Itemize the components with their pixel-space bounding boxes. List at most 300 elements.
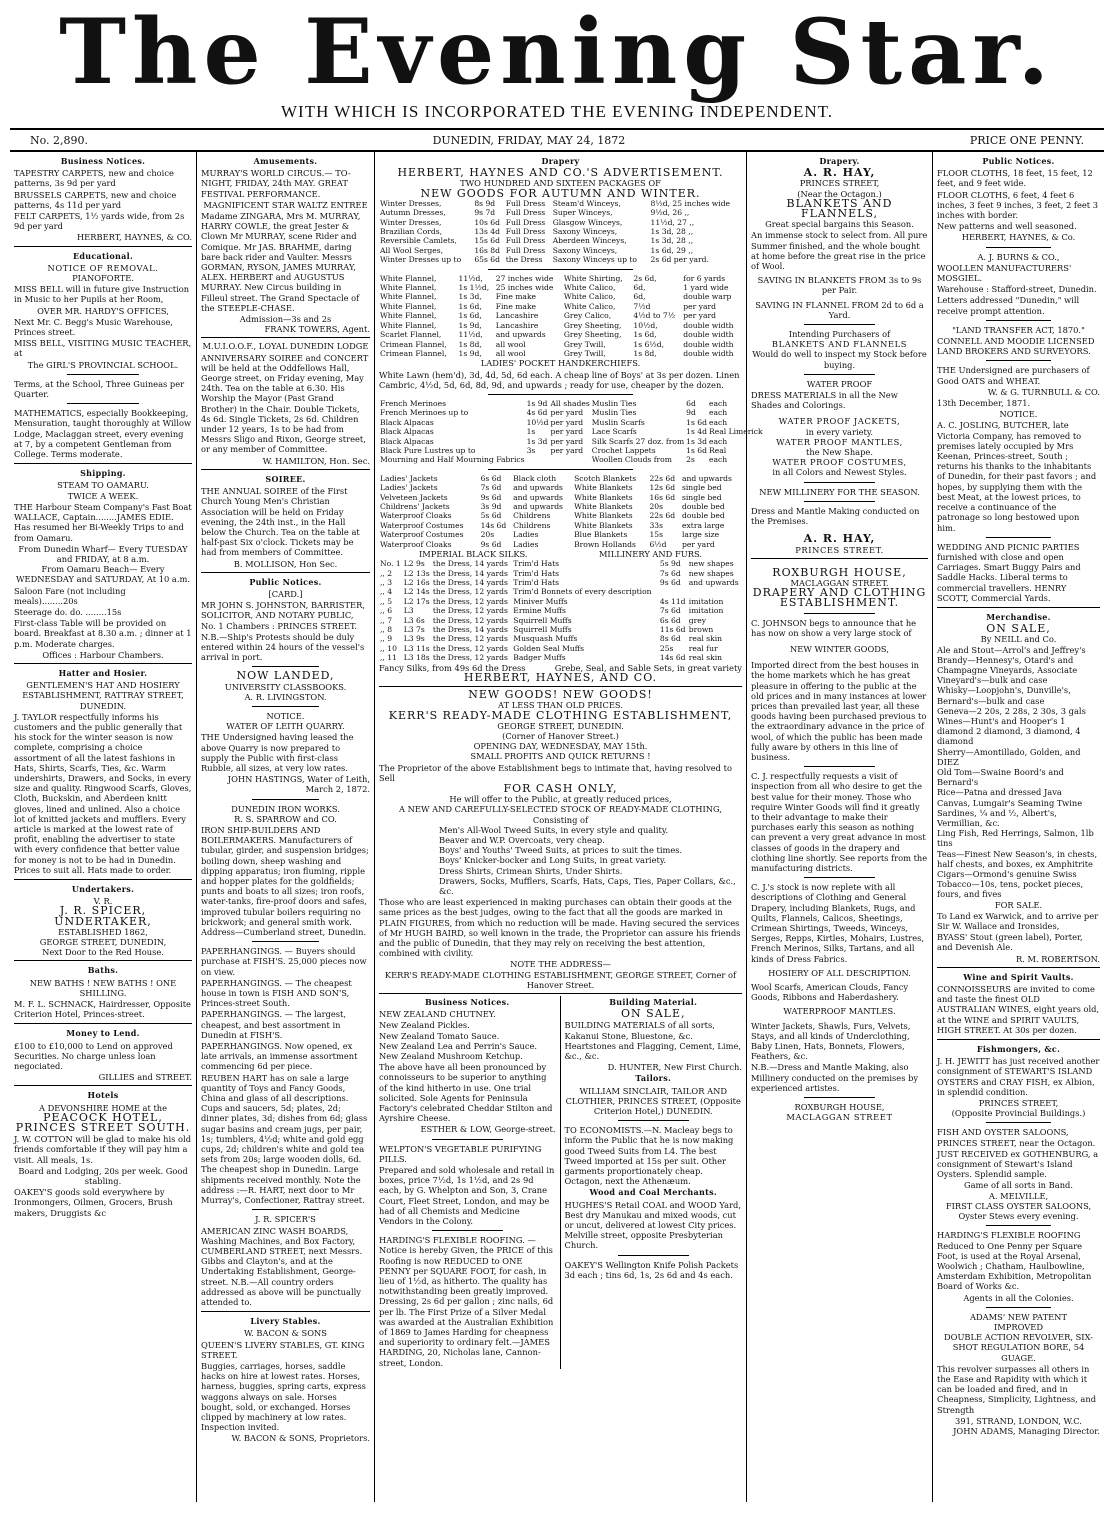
table-cell: French Merinoes bbox=[380, 398, 447, 408]
ad-heading: NEW GOODS FOR AUTUMN AND WINTER. bbox=[420, 186, 701, 200]
section-heading: Amusements. bbox=[253, 156, 318, 166]
ad-text: Fancy Silks, from 49s 6d the Dress bbox=[379, 662, 526, 673]
divider bbox=[618, 1255, 689, 1256]
ad-text: This revolver surpasses all others in the Ease and Rapidity with which it can be loaded and fired, and in Cheapness, Simplicity, Lightness, and Strength bbox=[937, 1363, 1097, 1415]
table-cell: Grey Sheeting, bbox=[563, 330, 622, 340]
table-row bbox=[379, 302, 742, 311]
table-cell: Reversible Camlets, bbox=[380, 236, 457, 246]
ad-text: The above have all been pronounced by connoisseurs to be superior to anything of the kind hitherto in use. One trial solicited. Sole Agents for Peninsula Factory's celebrated Cheddar Stilton and Ayrshire Cheese. bbox=[379, 1062, 553, 1124]
table-cell: ,, 7 bbox=[380, 615, 393, 625]
clothing-list bbox=[439, 825, 742, 896]
table-row bbox=[379, 427, 764, 436]
lower-subcolumns bbox=[379, 996, 742, 1369]
table-cell: 33s bbox=[649, 520, 664, 530]
table-cell: per yard bbox=[550, 427, 584, 437]
hotels bbox=[14, 1088, 192, 1221]
ad-text: MACLAGGAN STREET. bbox=[790, 577, 889, 588]
list-item: Drawers, Socks, Mufflers, Scarfs, Hats, Caps, Ties, Paper Collars, &c., &c. bbox=[439, 875, 736, 896]
table-cell: Grey Calico, bbox=[563, 311, 612, 321]
table-cell: Miniver Muffs bbox=[513, 596, 568, 606]
table-cell: White Calico, bbox=[563, 292, 616, 302]
list-item: Sardines, ¼ and ½, Albert's, Vermillian, &c. bbox=[937, 807, 1057, 828]
table-cell: L2 14s bbox=[403, 587, 430, 597]
section-heading: Shipping. bbox=[80, 468, 126, 479]
divider bbox=[986, 537, 1051, 538]
table-cell: per yard bbox=[550, 417, 584, 427]
list-item: Old Tom—Swaine Boord's and Bernard's bbox=[937, 766, 1064, 788]
ad-text: Buggies, carriages, horses, saddle hacks on hire at lowest rates. Horses, harness, buggies, spring carts, express waggons always on sale. Horses bought, sold, or exchanged. Horses clipped by machinery at low rates. Inspection invited. bbox=[201, 1360, 366, 1433]
ad-heading: NOTICE. bbox=[266, 710, 305, 721]
table-row bbox=[379, 255, 742, 264]
table-cell: 14s 6d bbox=[659, 653, 686, 663]
ad-heading: FISH AND OYSTER SALOONS, PRINCES STREET, near the Octagon. bbox=[937, 1127, 1096, 1148]
table-row bbox=[379, 559, 742, 568]
table-row bbox=[379, 569, 742, 578]
list-item: Ale and Stout—Arrol's and Jeffrey's bbox=[937, 644, 1086, 655]
divider bbox=[804, 766, 875, 767]
ad-text: Agents in all the Colonies. bbox=[963, 1292, 1074, 1303]
table-cell: Waterproof Cloaks bbox=[380, 539, 452, 549]
table-cell: imitation bbox=[688, 596, 724, 606]
table-row bbox=[379, 399, 764, 408]
table-cell: all wool bbox=[495, 339, 526, 349]
ad-text: MACLAGGAN STREET bbox=[786, 1112, 893, 1123]
table-cell: Trim'd Hats bbox=[513, 568, 560, 578]
table-cell: ,, 5 bbox=[380, 596, 393, 606]
ad-signature: JOHN ADAMS, Managing Director. bbox=[953, 1425, 1100, 1436]
ad-text: JUST RECEIVED ex GOTHENBURG, a consignment of Stewart's Island Oysters. Splendid sample. bbox=[937, 1148, 1099, 1180]
table-cell: Squirrell Muffs bbox=[513, 615, 572, 625]
public-notices-5 bbox=[937, 154, 1100, 608]
amusements bbox=[201, 154, 370, 338]
table-cell: single bed bbox=[681, 492, 722, 502]
table-row bbox=[379, 530, 742, 539]
list-item: Whisky—Loopjohn's, Dunville's, Bernard's—bulk and case bbox=[937, 685, 1071, 706]
fare-line: Steerage do. do. ........15s bbox=[14, 606, 122, 617]
table-cell: Waterproof Costumes bbox=[380, 530, 464, 540]
ad-text: in all Colors and Newest Styles. bbox=[772, 467, 907, 478]
ad-text: MISS BELL will in future give Instruction in Music to her Pupils at her Room, bbox=[14, 284, 190, 305]
table-cell: 1s 6d, bbox=[458, 311, 482, 321]
ad-text: N.B.—Ship's Protests should be duly entered within 24 hours of the vessel's arrival in port. bbox=[201, 631, 365, 663]
ad-text: ESTABLISHED 1862, bbox=[58, 926, 148, 937]
divider bbox=[804, 324, 875, 325]
ad-text: The GIRL'S PROVINCIAL SCHOOL. bbox=[27, 359, 179, 370]
herbert-haynes-ad bbox=[379, 154, 763, 687]
ad-text: DRESS MATERIALS in all the New Shades and Colorings. bbox=[751, 390, 898, 411]
ad-signature: FRANK TOWERS, Agent. bbox=[264, 324, 370, 335]
ad-text: PRINCES STREET. bbox=[795, 544, 884, 555]
table-cell: Crochet Lappets bbox=[591, 445, 656, 455]
divider bbox=[618, 1120, 689, 1121]
table-cell: Badger Muffs bbox=[513, 653, 566, 663]
table-cell: L3 6s bbox=[403, 615, 425, 625]
ad-text: Next Door to the Red House. bbox=[42, 947, 164, 958]
ad-text: (Opposite Provincial Buildings.) bbox=[951, 1108, 1086, 1119]
ad-text: OAKEY'S goods sold everywhere by Ironmongers, Oilmen, Grocers, Brush makers, Druggists &c bbox=[14, 1187, 173, 1218]
ad-signature: R. M. ROBERTSON. bbox=[1016, 953, 1100, 964]
table-cell: 25 inches wide bbox=[495, 283, 554, 293]
section-heading: Public Notices. bbox=[249, 576, 322, 587]
table-cell: French Merinoes up to bbox=[380, 408, 469, 418]
list-item: Canvas, Lumgair's Seaming Twine bbox=[937, 797, 1083, 808]
table-cell: 16s 6d bbox=[649, 492, 676, 502]
table-cell: Grey Sheeting, bbox=[563, 320, 622, 330]
table-cell: Lace Scarfs bbox=[591, 427, 637, 437]
table-cell: Winter Dresses, bbox=[380, 217, 442, 227]
ad-heading: J. R. SPICER'S bbox=[255, 1214, 316, 1225]
table-cell: ,, 11 bbox=[380, 653, 397, 663]
table-cell: Scarlet Flannel, bbox=[380, 330, 442, 340]
table-cell: new shapes bbox=[688, 559, 734, 569]
ad-text: THE Undersigned are purchasers of Good OATS and WHEAT. bbox=[937, 365, 1090, 386]
divider bbox=[804, 501, 875, 502]
table-cell: 5s 6d bbox=[480, 511, 502, 521]
list-item: Teas—Finest New Season's, in chests, half chests, and boxes, ex Amphitrite bbox=[937, 848, 1098, 869]
table-row bbox=[379, 578, 742, 587]
divider bbox=[986, 1225, 1051, 1226]
ad-heading: CONNELL AND MOODIE LICENSED LAND BROKERS AND SURVEYORS. bbox=[937, 336, 1095, 357]
table-cell: 6s 6d bbox=[480, 473, 502, 483]
ad-text: FLOOR CLOTHS, 6 feet, 4 feet 6 inches, 3 feet 9 inches, 3 feet, 2 feet 3 inches with border. bbox=[937, 189, 1099, 221]
table-cell: ,, 6 bbox=[380, 606, 393, 616]
newspaper-title: The Evening Star. bbox=[59, 0, 1055, 105]
table-cell: Full Dress bbox=[505, 208, 546, 218]
table-row bbox=[379, 616, 742, 625]
ad-heading: NOW LANDED, bbox=[236, 669, 335, 683]
table-cell: L2 9s bbox=[403, 559, 425, 569]
table-cell: each bbox=[709, 436, 728, 446]
table-cell: large size bbox=[681, 530, 720, 540]
table-cell: 1s bbox=[526, 427, 536, 437]
issue-date: DUNEDIN, FRIDAY, MAY 24, 1872 bbox=[432, 134, 626, 147]
ad-heading: AT LESS THAN OLD PRICES. bbox=[498, 700, 623, 711]
table-cell: White Flannel, bbox=[380, 283, 437, 293]
table-cell: 8s 9d bbox=[474, 198, 496, 208]
columns bbox=[10, 152, 1104, 1502]
table-cell: and upwards bbox=[513, 501, 563, 511]
table-cell: Childrens bbox=[513, 511, 551, 521]
table-cell: White Flannel, bbox=[380, 273, 437, 283]
merino-price-table bbox=[379, 399, 764, 465]
ad-heading: MAGNIFICENT STAR WALTZ ENTREE bbox=[203, 199, 368, 210]
ad-signature: B. MOLLISON, Hon Sec. bbox=[233, 558, 338, 569]
table-cell: 16s 8d bbox=[474, 245, 500, 255]
table-cell: double width bbox=[683, 339, 734, 349]
list-item: Geneva—2 20s, 2 28s, 2 30s, 3 gals bbox=[937, 705, 1086, 716]
table-cell: Fine make bbox=[495, 301, 537, 311]
ad-text: Those who are least experienced in making purchases can obtain their goods at the same prices as the best judges, owing to the fact that all the goods are marked in PLAIN FIGURES, from which no reduction will be made. Having secured the services of Mr HUGH BAIRD, so well known in the trade, the Proprietor can assure his friends and the public of Dunedin, that they may rely on receiving the best attention, combined with civility. bbox=[379, 897, 741, 959]
table-cell: Ladies bbox=[513, 530, 539, 540]
table-cell: Crimean Flannel, bbox=[380, 339, 447, 349]
section-heading: Hatter and Hosier. bbox=[58, 667, 148, 678]
table-cell: Grey Twill, bbox=[563, 348, 606, 358]
table-cell: 1s 6d, bbox=[458, 301, 482, 311]
section-heading: Drapery. bbox=[819, 156, 860, 166]
ad-text: PRINCES STREET, bbox=[978, 1098, 1059, 1109]
table-cell: the Dress, 14 yards bbox=[432, 625, 508, 635]
table-cell: real fur bbox=[688, 643, 718, 653]
table-cell: Scotch Blankets bbox=[574, 473, 637, 483]
list-item: New Zealand Lea and Perrin's Sauce. bbox=[379, 1040, 538, 1051]
table-cell: Lancashire bbox=[495, 320, 539, 330]
ad-text: Intending Purchasers of bbox=[788, 329, 891, 340]
ad-signature: A. MELVILLE, bbox=[988, 1190, 1049, 1201]
column-5 bbox=[933, 152, 1104, 1502]
ad-heading: A. J. BURNS & CO., bbox=[977, 251, 1060, 262]
ad-text: GEORGE STREET, DUNEDIN, bbox=[39, 937, 167, 948]
table-cell: grey bbox=[688, 615, 707, 625]
column-4 bbox=[747, 152, 933, 1502]
table-cell: the Dress, 12 yards bbox=[432, 596, 508, 606]
table-row bbox=[379, 311, 742, 320]
section-heading: Tailors. bbox=[635, 1073, 672, 1084]
divider bbox=[986, 1307, 1051, 1308]
table-cell: 1s 8d, bbox=[633, 348, 657, 358]
list-item: Ling Fish, Red Herrings, Salmon, 1lb tins bbox=[937, 828, 1094, 849]
table-cell: White Blankets bbox=[574, 501, 633, 511]
ad-text: He will offer to the Public, at greatly reduced prices, bbox=[449, 794, 672, 805]
table-cell: Full Dress bbox=[505, 236, 546, 246]
shipping bbox=[14, 466, 192, 664]
ad-text: Offices : Harbour Chambers. bbox=[42, 649, 164, 660]
public-notices bbox=[201, 575, 370, 1312]
ad-signature: W. & G. TURNBULL & CO. bbox=[987, 386, 1100, 397]
ad-text: in every variety. bbox=[805, 426, 874, 437]
section-heading: SOIREE. bbox=[265, 473, 306, 484]
table-cell: Woollen Clouds from bbox=[591, 455, 672, 465]
table-cell: double width bbox=[683, 330, 734, 340]
column-2 bbox=[197, 152, 375, 1502]
table-row bbox=[379, 511, 742, 520]
section-heading: Baths. bbox=[87, 965, 119, 976]
ad-text: Great special bargains this Season. bbox=[765, 219, 914, 230]
masthead bbox=[10, 0, 1104, 105]
ad-text: OVER MR. HARDY'S OFFICES, bbox=[37, 305, 169, 316]
ad-signature: JOHN HASTINGS, Water of Leith, March 2, 1872. bbox=[227, 774, 370, 795]
table-cell: Full Dress bbox=[505, 217, 546, 227]
ad-text: New patterns and well seasoned. bbox=[937, 221, 1077, 232]
table-cell: 9½d, 26 ,, bbox=[650, 208, 690, 218]
table-cell: 15s 6d bbox=[474, 236, 500, 246]
table-cell: the Dress, 12 yards bbox=[432, 653, 508, 663]
ad-heading: DUNEDIN IRON WORKS. bbox=[231, 803, 340, 814]
table-cell: 15s bbox=[649, 530, 664, 540]
table-row bbox=[379, 340, 742, 349]
table-cell: brown bbox=[688, 625, 714, 635]
ad-heading: WATER PROOF COSTUMES, bbox=[772, 457, 907, 468]
ad-heading: ADAMS' NEW PATENT bbox=[970, 1311, 1067, 1322]
table-cell: 7s 6d bbox=[480, 483, 502, 493]
ad-text: Warehouse : Stafford-street, Dunedin. bbox=[937, 284, 1097, 295]
merchandise-list bbox=[937, 645, 1100, 900]
list-item: Tobacco—10s, tens, pocket pieces, fours, and fives bbox=[937, 879, 1084, 900]
table-cell: real skin bbox=[688, 653, 723, 663]
flannel-price-table bbox=[379, 274, 742, 359]
table-cell: 22s 6d bbox=[649, 511, 676, 521]
ad-text: MATHEMATICS, especially Bookkeeping, Mensuration, taught thoroughly at Willow Lodge, Maclaggan street, every evening at 7, by a competent Gentleman from College. Terms moderate. bbox=[14, 408, 192, 460]
table-cell: the Dress, 12 yards bbox=[432, 615, 508, 625]
table-cell: Muslin Scarfs bbox=[591, 417, 645, 427]
table-cell: Super Winceys, bbox=[552, 208, 613, 218]
table-cell: the Dress bbox=[505, 255, 543, 265]
ad-text: THE Undersigned having leased the above Quarry is now prepared to supply the Public with first-class Rubble, all sizes, at very low rates. bbox=[201, 732, 354, 773]
ad-heading: NOTICE OF REMOVAL. bbox=[47, 262, 159, 273]
table-cell: 10s 6d bbox=[474, 217, 500, 227]
table-cell: for 6 yards bbox=[683, 273, 726, 283]
table-cell: 9s 7d bbox=[474, 208, 496, 218]
ad-text: PRINCES STREET, bbox=[799, 178, 880, 189]
table-cell: per yard bbox=[550, 436, 584, 446]
table-row bbox=[379, 408, 764, 417]
divider bbox=[488, 394, 633, 395]
ad-heading: HERBERT, HAYNES AND CO.'S ADVERTISEMENT. bbox=[397, 166, 724, 180]
table-cell: White Shirting, bbox=[563, 273, 623, 283]
table-cell: the Dress, 12 yards bbox=[432, 587, 508, 597]
divider bbox=[252, 666, 320, 667]
section-heading: Wood and Coal Merchants. bbox=[589, 1187, 717, 1198]
table-cell: Velveteen Jackets bbox=[380, 492, 448, 502]
ad-heading: NEW ZEALAND CHUTNEY. bbox=[379, 1009, 496, 1020]
column-1 bbox=[10, 152, 197, 1502]
table-row bbox=[379, 321, 742, 330]
table-cell: Glasgow Winceys, bbox=[552, 217, 623, 227]
table-cell: the Dress, 14 yards bbox=[432, 578, 508, 588]
table-cell: 1s 6d, bbox=[633, 330, 657, 340]
table-cell bbox=[659, 587, 688, 596]
ad-text: IRON SHIP-BUILDERS AND BOILERMAKERS. Manufacturers of tubular, girder, and suspension bridges; boiling down, sheep washing and dipping apparatus; iron fluming, ripple and hopper plates for the goldfields; punts and boats to all sizes; iron roofs, water-tanks, fire-proof doors and safes, improved tubular boilers requiring no brickwork; and general smith work. Address—Cumberland street, Dunedin. bbox=[201, 824, 369, 938]
table-cell: 1s 6d, 29 ,, bbox=[650, 245, 694, 255]
table-cell: 9s 6d bbox=[480, 539, 502, 549]
table-cell: Muslin Ties bbox=[591, 408, 637, 418]
ad-heading: A. R. HAY, bbox=[803, 532, 876, 546]
oddfellows-soiree bbox=[201, 340, 370, 469]
table-row bbox=[379, 208, 742, 217]
ad-text: PAPERHANGINGS. — Buyers should purchase at FISH'S. 25,000 pieces now on view. bbox=[201, 946, 367, 977]
list-item: New Zealand Tomato Sauce. bbox=[379, 1030, 500, 1041]
business-notices bbox=[14, 154, 192, 247]
table-row bbox=[379, 246, 742, 255]
ad-text: the New Shape. bbox=[806, 447, 873, 458]
table-row bbox=[379, 521, 742, 530]
silks-headings bbox=[379, 549, 742, 559]
table-row bbox=[379, 493, 742, 502]
ad-text: Imported direct from the best houses in the home markets which he has great pleasure in offering to the public at the old prices and in many instances at lower prices than prevailed last year, all these goods having been purchased previous to the extraordinary advance in the price of wool, of which the public has been made fully aware by others in this line of business. bbox=[751, 660, 927, 762]
table-row bbox=[379, 274, 742, 283]
table-cell: 1s 4d bbox=[686, 427, 707, 437]
table-cell: Winter Dresses up to bbox=[380, 255, 462, 265]
table-cell: Lancashire bbox=[495, 311, 539, 321]
table-cell: each bbox=[709, 417, 728, 427]
ad-text: Game of all sorts in Band. bbox=[963, 1180, 1073, 1191]
table-cell: the Dress, 12 yards bbox=[432, 643, 508, 653]
table-cell: double width bbox=[683, 320, 734, 330]
table-cell: 2s bbox=[686, 455, 695, 465]
ad-heading: OPENING DAY, WEDNESDAY, MAY 15th. bbox=[473, 741, 648, 752]
table-cell: 14s 6d bbox=[480, 520, 507, 530]
table-cell: Brazilian Cords, bbox=[380, 227, 443, 237]
ad-heading: WATER PROOF bbox=[806, 378, 873, 389]
ad-text: N.B.—Dress and Mantle Making, also Millinery conducted on the premises by experienced artistes. bbox=[751, 1062, 919, 1093]
table-row bbox=[379, 653, 742, 662]
table-cell: 1s 3d, bbox=[458, 292, 482, 302]
section-heading: Educational. bbox=[72, 250, 134, 261]
table-cell: Fine make bbox=[495, 292, 537, 302]
ad-signature: GILLIES and STREET. bbox=[98, 1072, 192, 1083]
list-item: Boys' and Youths' Tweed Suits, at prices to suit the times. bbox=[439, 845, 683, 856]
table-row bbox=[379, 199, 742, 208]
list-item: Cigars—Ormond's genuine Swiss bbox=[937, 869, 1077, 879]
list-item: New Zealand Mushroom Ketchup. bbox=[379, 1051, 523, 1061]
table-cell: Real Limerick bbox=[709, 427, 763, 437]
section-heading: Undertakers. bbox=[71, 884, 135, 894]
section-heading: Building Material. bbox=[609, 996, 698, 1007]
table-cell: 65s 6d bbox=[474, 255, 500, 265]
table-cell: per yard bbox=[683, 301, 716, 311]
table-cell: Saxony Winceys, bbox=[552, 245, 618, 255]
carpet-line: TAPESTRY CARPETS, new and choice patterns, 3s 9d per yard bbox=[14, 168, 174, 189]
section-heading: Merchandise. bbox=[986, 611, 1051, 622]
table-cell: and upwards bbox=[688, 578, 739, 588]
table-cell: ,, 8 bbox=[380, 625, 393, 635]
soiree bbox=[201, 472, 370, 573]
ad-text: Dress and Mantle Making conducted on the Premises. bbox=[751, 505, 920, 527]
divider bbox=[67, 374, 138, 375]
ad-text: HARDING'S FLEXIBLE ROOFING. —Notice is hereby Given, the PRICE of this Roofing is now REDUCED to ONE PENNY per SQUARE FOOT, for cash, in lieu of 1½d, as hitherto. The quality has notwithstanding been greatly improved. Dressing, 2s 6d per gallon ; zinc nails, 6d per lb. The First Prize of a Silver Medal was awarded at the Australian Exhibition of 1869 to James Harding for cheapness and superiority to ordinary felt.—JAMES HARDING, 20, Nicholas lane, Cannon-street, London. bbox=[379, 1235, 554, 1368]
ad-text: From Dunedin Wharf— Every TUESDAY and FRIDAY, at 8 a.m. bbox=[18, 543, 188, 564]
ad-text: Letters addressed "Dunedin," will receive prompt attention. bbox=[937, 295, 1080, 316]
table-cell: 7s 6d bbox=[659, 568, 681, 578]
table-cell: 1s 6d bbox=[686, 417, 707, 427]
table-cell: L3 9s bbox=[403, 634, 425, 644]
ad-text: WEDDING AND PICNIC PARTIES furnished with close and open Carriages. Smart Buggy Pairs and Saddle Hacks. Liberal terms to commercial travellers. HENRY SCOTT, Commercial Yards. bbox=[937, 541, 1081, 603]
building-tailors-sub bbox=[561, 996, 743, 1369]
table-row bbox=[379, 446, 764, 455]
ad-signature: ESTHER & LOW, George-street. bbox=[420, 1124, 556, 1135]
newspaper-subtitle: WITH WHICH IS INCORPORATED THE EVENING INDEPENDENT. bbox=[281, 102, 833, 121]
ad-text: PAPERHANGINGS. Now opened, ex late arrivals, an immense assortment commencing 6d per piece. bbox=[201, 1041, 358, 1072]
ad-heading: BLANKETS AND FLANNELS, bbox=[786, 196, 893, 221]
ad-text: J. W. COTTON will be glad to make his old friends comfortable if they will pay him a visit. All meals, 1s. bbox=[14, 1134, 192, 1165]
ad-text: FLOOR CLOTHS, 18 feet, 15 feet, 12 feet, and 9 feet wide. bbox=[937, 168, 1093, 189]
table-cell: No. 1 bbox=[380, 559, 401, 569]
ad-text: ANNIVERSARY SOIREE and CONCERT will be held at the Oddfellows Hall, George street, on Friday evening, May 24th. Tea on the table at 6.30. His Worship the Mayor (Past Grand Brother) in the Chair. Double Tickets, 4s 6d. Single Tickets, 2s 6d. Children under 12 years, 1s to be had from Messrs Sligo and Rixon, George street, or any member of Committee. bbox=[201, 352, 369, 455]
ad-text: BYASS' Stout (green label), Porter, and Devenish Ale. bbox=[937, 932, 1083, 953]
business-notices-sub bbox=[379, 996, 561, 1369]
table-cell: 12s 6d bbox=[649, 483, 676, 493]
ad-text: M. F. L. SCHNACK, Hairdresser, Opposite Criterion Hotel, Princes-street. bbox=[14, 999, 191, 1020]
ad-text: C. J. respectfully requests a visit of inspection from all who desire to get the best value for their money. Those who require Winter Goods will find it greatly to their advantage to make their purchases early this season as nothing can prevent a very great advance in most classes of goods in the drapery and clothing line shortly. See reports from the manufacturing districts. bbox=[751, 771, 928, 873]
table-cell: 25s bbox=[659, 643, 674, 653]
table-cell: 1s 3d, 28 ,, bbox=[650, 236, 694, 246]
table-cell: Trim'd Hats bbox=[513, 578, 560, 588]
table-cell: 9s 6d bbox=[659, 578, 681, 588]
table-cell: Golden Seal Muffs bbox=[513, 643, 585, 653]
table-cell: Mourning and Half Mourning Fabrics bbox=[380, 455, 525, 465]
ad-text: FIRST CLASS OYSTER SALOONS, Oyster Stews every evening. bbox=[945, 1200, 1092, 1222]
table-cell: Crimean Flannel, bbox=[380, 348, 447, 358]
ad-heading: LADIES' POCKET HANDKERCHIEFS. bbox=[480, 358, 641, 369]
table-cell: each bbox=[709, 408, 728, 418]
fishmongers bbox=[937, 1042, 1100, 1439]
ad-heading: ROXBURGH HOUSE, bbox=[772, 565, 907, 579]
table-cell: the Dress, 14 yards bbox=[432, 559, 508, 569]
ad-heading: WILLIAM SINCLAIR, TAILOR AND CLOTHIER, PRINCES STREET, (Opposite Criterion Hotel,) DUNEDIN. bbox=[565, 1085, 741, 1117]
table-cell: Childrens' Jackets bbox=[380, 501, 450, 511]
ad-heading: J. R. SPICER, UNDERTAKER, bbox=[54, 904, 152, 928]
table-cell: each bbox=[709, 455, 728, 465]
table-cell: Ermine Muffs bbox=[513, 606, 566, 616]
